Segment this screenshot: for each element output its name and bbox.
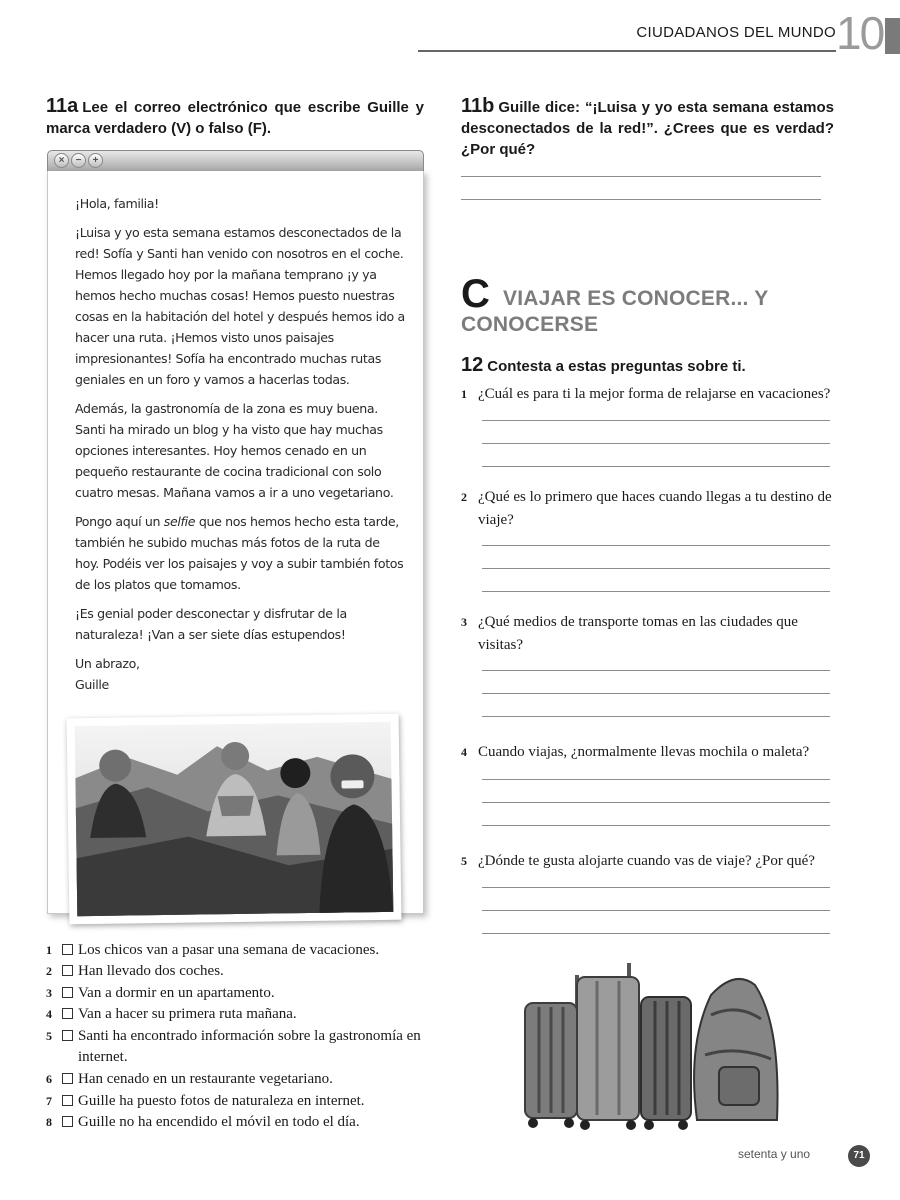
- page-number-words: setenta y uno: [738, 1147, 811, 1161]
- exercise-number: 12: [461, 354, 484, 376]
- list-item: [46, 940, 426, 961]
- question-item: [461, 486, 833, 532]
- exercise-instruction: Lee el correo electrónico que escribe Guille y marca verdadero (V) o falso (F).: [46, 99, 424, 137]
- exercise-number: 11b: [461, 95, 495, 117]
- statement-text: Van a hacer su primera ruta mañana.: [78, 1006, 297, 1022]
- unit-title: CIUDADANOS DEL MUNDO: [636, 24, 836, 41]
- exercise-instruction: Guille dice: “¡Luisa y yo esta semana estamos desconectados de la red!”. ¿Crees que es verdad? ¿Por qué?: [461, 99, 834, 158]
- answer-checkbox[interactable]: [62, 987, 73, 998]
- answer-line[interactable]: [482, 443, 830, 444]
- statement-text: Han llevado dos coches.: [78, 963, 224, 979]
- question-number: 2: [461, 490, 467, 504]
- answer-line[interactable]: [461, 199, 821, 200]
- statement-text: Los chicos van a pasar una semana de vacaciones.: [78, 942, 380, 958]
- email-paragraph: ¡Luisa y yo esta semana estamos desconectados de la red! Sofía y Santi han venido con nosotros en el coche. Hemos llegado hoy por la mañana temprano ¡y ya hemos hecho muchas cosas! Hemos puesto nuestras cosas en la habitación del hotel y después hemos ido a hacer una ruta. ¡Hemos visto unos paisajes impresionantes! Sofía ha encontrado muchas rutas geniales en un foro y vamos a hacerlas todas.: [75, 225, 405, 387]
- item-number: 8: [46, 1115, 52, 1129]
- answer-line[interactable]: [482, 802, 830, 803]
- maximize-icon[interactable]: +: [88, 153, 103, 168]
- exercise-instruction: Contesta a estas preguntas sobre ti.: [487, 358, 746, 375]
- exercise-11a-heading: [46, 96, 424, 139]
- list-item: [46, 1091, 426, 1112]
- list-item: [46, 983, 426, 1004]
- answer-line[interactable]: [482, 466, 830, 467]
- section-letter: C: [461, 272, 490, 316]
- unit-number: 10: [836, 7, 884, 59]
- question-text: Cuando viajas, ¿normalmente llevas mochila o maleta?: [478, 744, 810, 760]
- question-text: ¿Qué medios de transporte tomas en las ciudades que visitas?: [478, 614, 798, 653]
- question-text: ¿Cuál es para ti la mejor forma de relajarse en vacaciones?: [478, 386, 831, 402]
- statement-text: Guille no ha encendido el móvil en todo el día.: [78, 1114, 360, 1130]
- list-item: [46, 961, 426, 982]
- answer-checkbox[interactable]: [62, 1116, 73, 1127]
- email-greeting: ¡Hola, familia!: [75, 196, 159, 211]
- item-number: 5: [46, 1029, 52, 1043]
- statement-text: Guille ha puesto fotos de naturaleza en internet.: [78, 1093, 365, 1109]
- item-number: 3: [46, 986, 52, 1000]
- email-closing: Un abrazo,: [75, 656, 140, 671]
- section-title: VIAJAR ES CONOCER... Y CONOCERSE: [461, 287, 769, 336]
- answer-checkbox[interactable]: [62, 965, 73, 976]
- answer-line[interactable]: [482, 910, 830, 911]
- item-number: 7: [46, 1094, 52, 1108]
- item-number: 2: [46, 964, 52, 978]
- answer-line[interactable]: [482, 693, 830, 694]
- question-number: 4: [461, 745, 467, 759]
- answer-line[interactable]: [482, 670, 830, 671]
- answer-checkbox[interactable]: [62, 1073, 73, 1084]
- answer-checkbox[interactable]: [62, 1095, 73, 1106]
- email-body: [47, 171, 424, 914]
- answer-checkbox[interactable]: [62, 944, 73, 955]
- unit-tab-marker: [885, 18, 900, 54]
- selfie-photo: [67, 714, 402, 925]
- answer-line[interactable]: [482, 420, 830, 421]
- list-item: [46, 1004, 426, 1025]
- exercise-12-heading: [461, 355, 834, 377]
- list-item: [46, 1069, 426, 1090]
- answer-line[interactable]: [482, 568, 830, 569]
- question-item: [461, 850, 833, 873]
- question-number: 3: [461, 615, 467, 629]
- item-number: 6: [46, 1072, 52, 1086]
- answer-line[interactable]: [482, 887, 830, 888]
- answer-line[interactable]: [482, 591, 830, 592]
- email-signature: Guille: [75, 677, 109, 692]
- window-title-bar: [47, 150, 424, 172]
- question-number: 5: [461, 854, 467, 868]
- email-paragraph: ¡Es genial poder desconectar y disfrutar de la naturaleza! ¡Van a ser siete días estupendos!: [75, 606, 347, 642]
- question-number: 1: [461, 387, 467, 401]
- exercise-number: 11a: [46, 95, 79, 117]
- email-window: [47, 150, 424, 914]
- header-rule: [418, 50, 836, 52]
- email-text: [75, 193, 405, 695]
- answer-line[interactable]: [482, 933, 830, 934]
- answer-line[interactable]: [482, 825, 830, 826]
- answer-checkbox[interactable]: [62, 1008, 73, 1019]
- question-item: [461, 741, 833, 764]
- minimize-icon[interactable]: −: [71, 153, 86, 168]
- close-icon[interactable]: ×: [54, 153, 69, 168]
- email-paragraph: Además, la gastronomía de la zona es muy buena. Santi ha mirado un blog y ha visto que hay muchas opciones interesantes. Hoy hemos cenado en un pequeño restaurante de cocina tradicional con solo cuatro mesas. Mañana vamos a ir a uno vegetariano.: [75, 401, 394, 500]
- answer-line[interactable]: [461, 176, 821, 177]
- statement-text: Van a dormir en un apartamento.: [78, 985, 275, 1001]
- email-text-run: Pongo aquí un: [75, 514, 164, 529]
- answer-line[interactable]: [482, 716, 830, 717]
- list-item: [46, 1026, 426, 1068]
- luggage-illustration: [515, 955, 790, 1135]
- exercise-11b-heading: [461, 96, 834, 160]
- item-number: 4: [46, 1007, 52, 1021]
- email-italic-word: selfie: [163, 514, 196, 529]
- page-number-badge: 71: [848, 1145, 870, 1167]
- question-text: ¿Dónde te gusta alojarte cuando vas de viaje? ¿Por qué?: [478, 853, 815, 869]
- selfie-photo-image: [67, 714, 402, 925]
- question-item: [461, 611, 833, 657]
- question-item: [461, 383, 833, 406]
- list-item: [46, 1112, 426, 1133]
- item-number: 1: [46, 943, 52, 957]
- statement-text: Santi ha encontrado información sobre la gastronomía en internet.: [78, 1028, 421, 1065]
- email-text-run: que nos hemos hecho esta tarde, también he subido muchas más fotos de la ruta de hoy. Podéis ver los paisajes y voy a subir también fotos de los platos que tomamos.: [75, 514, 404, 592]
- answer-line[interactable]: [482, 779, 830, 780]
- answer-checkbox[interactable]: [62, 1030, 73, 1041]
- question-text: ¿Qué es lo primero que haces cuando llegas a tu destino de viaje?: [478, 489, 832, 528]
- statement-text: Han cenado en un restaurante vegetariano.: [78, 1071, 333, 1087]
- luggage-photo: [515, 955, 790, 1135]
- email-paragraph: [75, 511, 405, 595]
- answer-line[interactable]: [482, 545, 830, 546]
